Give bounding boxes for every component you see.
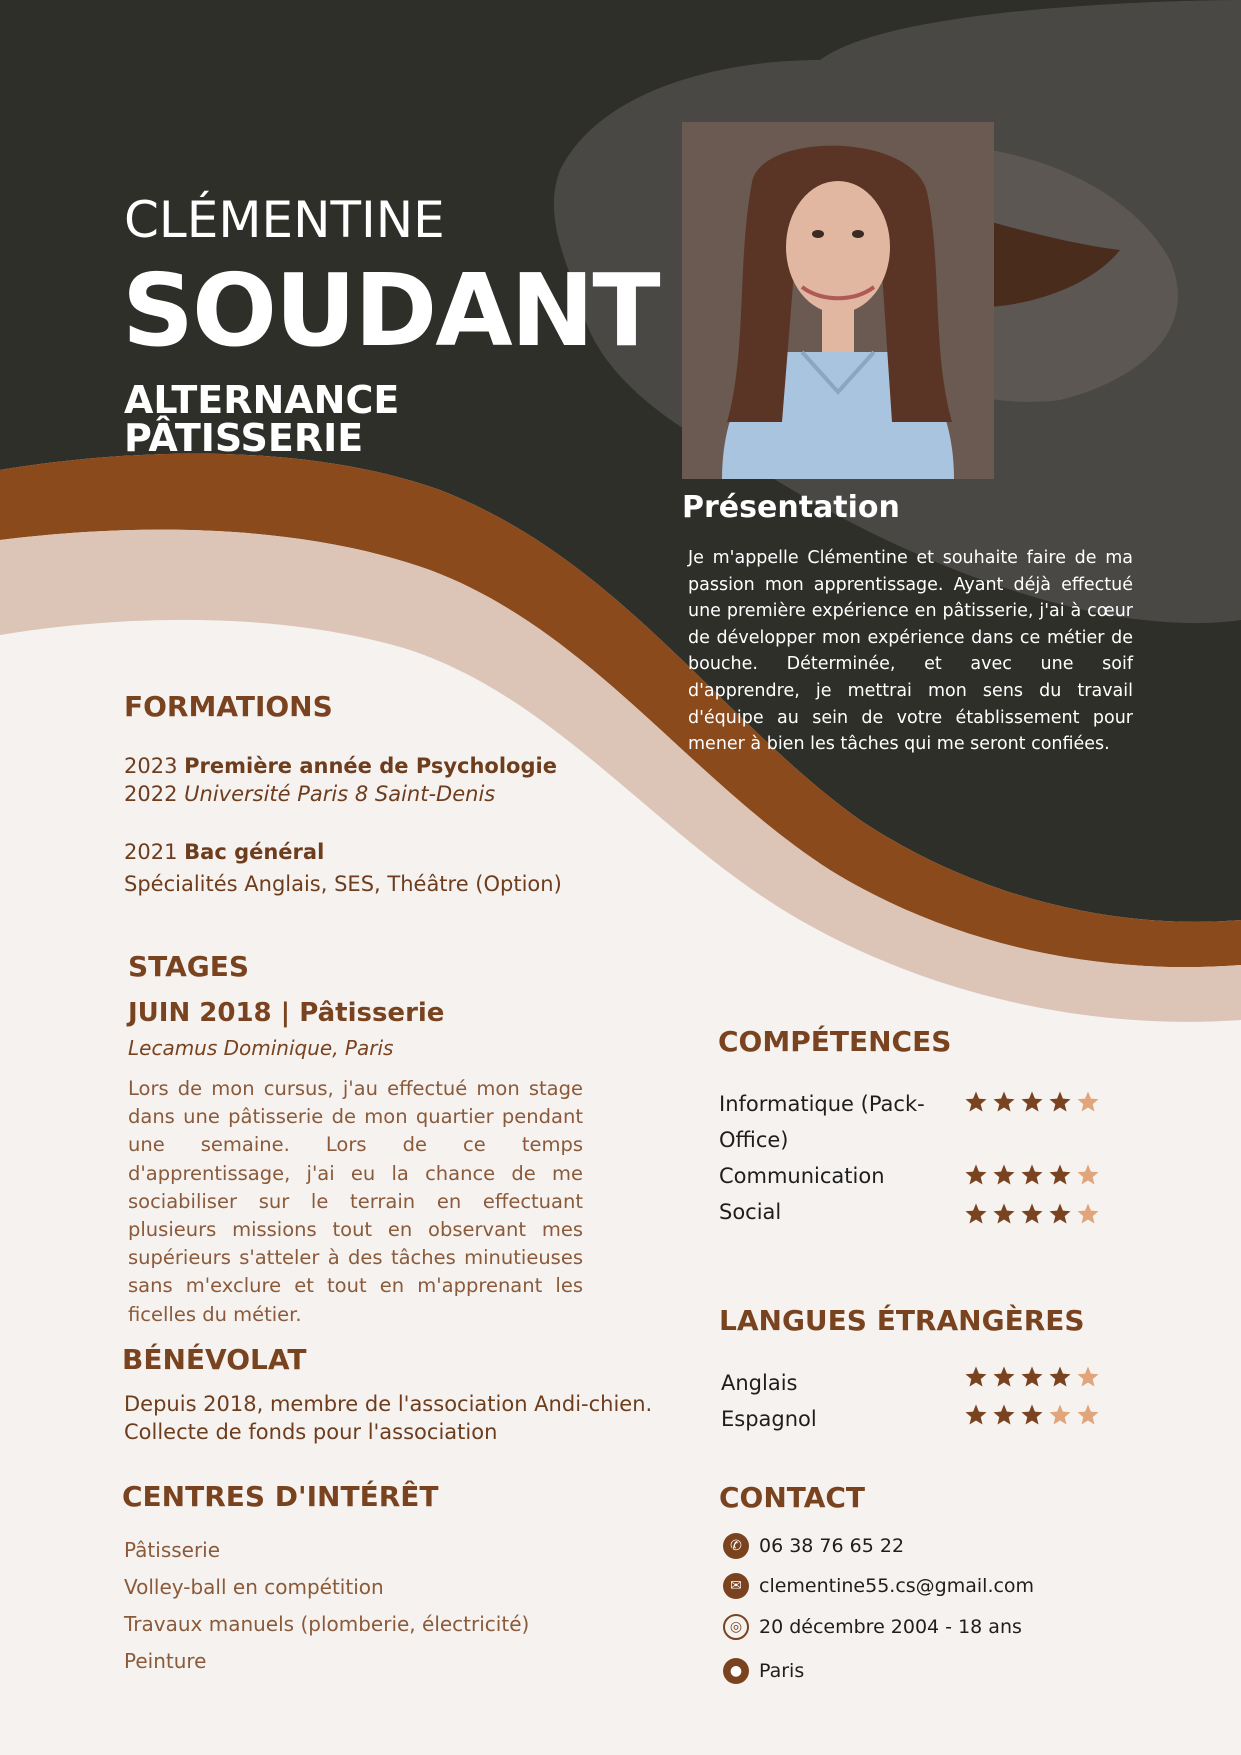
formation-specialties: Spécialités Anglais, SES, Théâtre (Option): [124, 872, 562, 896]
star-filled-icon: [1048, 1090, 1072, 1114]
star-filled-icon: [1048, 1202, 1072, 1226]
star-empty-icon: [1076, 1163, 1100, 1187]
presentation-title: Présentation: [682, 490, 900, 525]
skill-rating: [964, 1090, 1100, 1114]
star-filled-icon: [1048, 1365, 1072, 1389]
interest-item: Pâtisserie: [124, 1538, 221, 1562]
location-pin-icon: ●: [723, 1658, 749, 1684]
star-empty-icon: [1076, 1403, 1100, 1427]
presentation-text: Je m'appelle Clémentine et souhaite faire de ma passion mon apprentissage. Ayant déjà effectué une première expérience en pâtisserie, j'ai à cœur de développer mon expérience dans ce métier de bouche. Déterminée, et avec une soif d'apprendre, je mettrai mon sens du travail d'équipe au sein de votre établissement pour mener à bien les tâches qui me seront confiées.: [688, 548, 1133, 755]
formation-label: Première année de Psychologie: [184, 754, 557, 778]
star-empty-icon: [1076, 1365, 1100, 1389]
formation-item: [124, 752, 557, 780]
formation-label: Bac général: [184, 840, 325, 864]
star-empty-icon: [1076, 1090, 1100, 1114]
stages-title: STAGES: [128, 950, 250, 983]
benevolat-text: [124, 1390, 652, 1446]
star-filled-icon: [964, 1090, 988, 1114]
star-filled-icon: [964, 1202, 988, 1226]
star-empty-icon: [1048, 1403, 1072, 1427]
stage-entry-text: Lors de mon cursus, j'au effectué mon stage dans une pâtisserie de mon quartier pendant une semaine. Lors de ce temps d'apprentissage, j'ai eu la chance de me sociabiliser sur le terrain en effectuant plusieurs missions tout en observant mes supérieurs s'atteler à des tâches minutieuses sans m'exclure et tout en m'apprenant les ficelles du métier.: [128, 1077, 583, 1326]
portrait-illustration: [682, 122, 994, 479]
contact-phone[interactable]: [723, 1533, 904, 1559]
phone-icon: ✆: [723, 1533, 749, 1559]
contact-city: [723, 1658, 804, 1684]
star-filled-icon: [992, 1090, 1016, 1114]
skill-rating: [964, 1163, 1100, 1187]
skill-label: Social: [719, 1200, 782, 1224]
interest-item: Volley-ball en compétition: [124, 1575, 384, 1599]
skill-label: Communication: [719, 1164, 885, 1188]
star-filled-icon: [1020, 1202, 1044, 1226]
contact-title: CONTACT: [719, 1481, 866, 1514]
interets-title: CENTRES D'INTÉRÊT: [122, 1480, 439, 1513]
contact-email[interactable]: [723, 1573, 1034, 1599]
birth-text: 20 décembre 2004 - 18 ans: [759, 1616, 1022, 1638]
star-filled-icon: [992, 1202, 1016, 1226]
phone-text: 06 38 76 65 22: [759, 1535, 905, 1557]
formation-year: 2022: [124, 782, 178, 806]
language-rating: [964, 1365, 1100, 1389]
star-filled-icon: [1020, 1090, 1044, 1114]
interest-item: Travaux manuels (plomberie, électricité): [124, 1612, 530, 1636]
star-filled-icon: [1048, 1163, 1072, 1187]
job-title-line2: PÂTISSERIE: [124, 416, 364, 460]
star-filled-icon: [992, 1365, 1016, 1389]
star-filled-icon: [992, 1403, 1016, 1427]
interest-item: Peinture: [124, 1649, 207, 1673]
formation-year: 2023: [124, 754, 178, 778]
job-title-line1: ALTERNANCE: [124, 378, 400, 422]
language-label: Anglais: [721, 1371, 798, 1395]
city-text: Paris: [759, 1660, 805, 1682]
star-filled-icon: [992, 1163, 1016, 1187]
benevolat-line: Depuis 2018, membre de l'association Andi-chien.: [124, 1392, 653, 1416]
stage-entry-place: Lecamus Dominique, Paris: [128, 1036, 394, 1060]
formation-year: 2021: [124, 840, 178, 864]
mail-icon: ✉: [723, 1573, 749, 1599]
star-filled-icon: [1020, 1163, 1044, 1187]
last-name: SOUDANT: [122, 252, 659, 369]
formation-item: [124, 838, 324, 866]
star-filled-icon: [964, 1403, 988, 1427]
language-rating: [964, 1403, 1100, 1427]
langues-title: LANGUES ÉTRANGÈRES: [719, 1304, 1085, 1337]
star-empty-icon: [1076, 1202, 1100, 1226]
globe-icon: ◎: [723, 1614, 749, 1640]
profile-photo: [682, 122, 994, 479]
formation-item: [124, 780, 495, 808]
formations-title: FORMATIONS: [124, 690, 333, 723]
benevolat-line: Collecte de fonds pour l'association: [124, 1420, 498, 1444]
contact-birth: [723, 1614, 1022, 1640]
email-text: clementine55.cs@gmail.com: [759, 1575, 1035, 1597]
formation-label: Université Paris 8 Saint-Denis: [184, 782, 496, 806]
skill-rating: [964, 1202, 1100, 1226]
first-name: CLÉMENTINE: [124, 191, 445, 249]
star-filled-icon: [1020, 1403, 1044, 1427]
stage-entry-title: JUIN 2018 | Pâtisserie: [128, 998, 445, 1028]
star-filled-icon: [1020, 1365, 1044, 1389]
skill-label: Informatique (Pack-Office): [719, 1092, 925, 1152]
star-filled-icon: [964, 1365, 988, 1389]
competences-title: COMPÉTENCES: [718, 1025, 952, 1058]
benevolat-title: BÉNÉVOLAT: [122, 1343, 307, 1376]
language-label: Espagnol: [721, 1407, 817, 1431]
star-filled-icon: [964, 1163, 988, 1187]
